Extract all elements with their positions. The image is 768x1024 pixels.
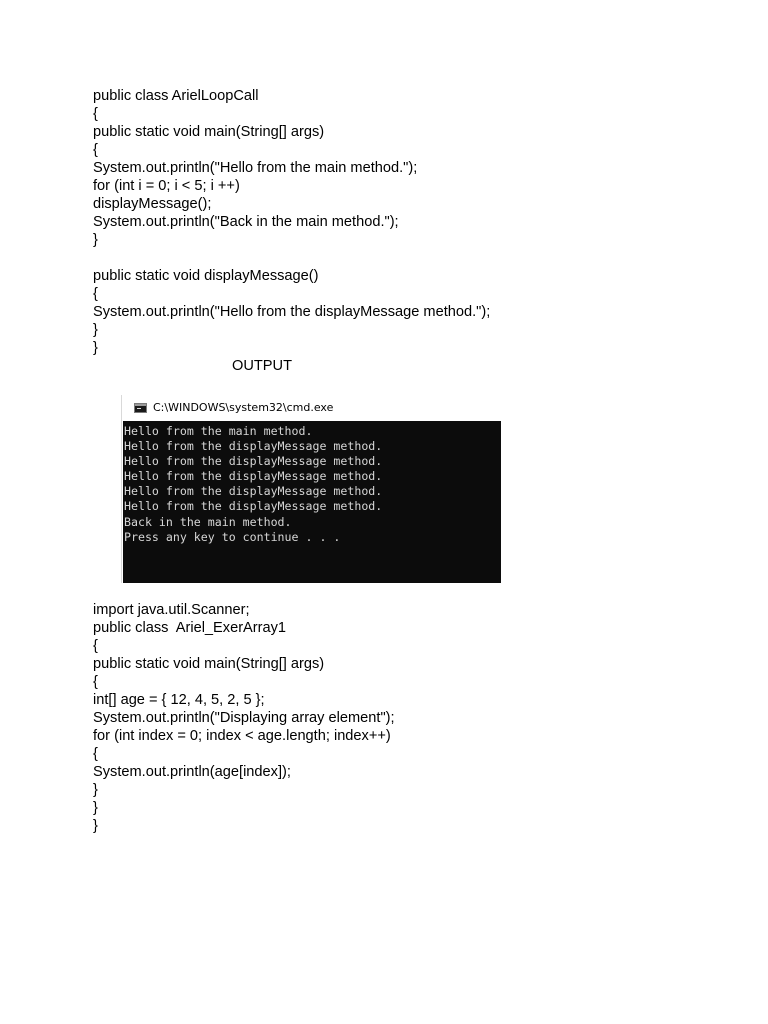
code-block-loop-call: [93, 87, 490, 357]
code-line: public class Ariel_ExerArray1: [93, 620, 287, 636]
console-line: Back in the main method.: [124, 514, 292, 529]
console-titlebar: [122, 395, 501, 421]
code-line: public class ArielLoopCall: [93, 88, 259, 104]
console-title: C:\WINDOWS\system32\cmd.exe: [153, 401, 334, 414]
code-line: {: [93, 638, 98, 654]
console-line: Hello from the displayMessage method.: [124, 454, 383, 469]
code-line: public static void main(String[] args): [93, 656, 325, 672]
code-line: System.out.println(age[index]);: [93, 764, 291, 780]
code-line: {: [93, 674, 98, 690]
console-output-area: [123, 421, 501, 583]
console-line: Hello from the displayMessage method.: [124, 499, 383, 514]
console-line: Hello from the displayMessage method.: [124, 469, 383, 484]
console-window-icon: [134, 403, 147, 413]
code-line: }: [93, 322, 98, 338]
code-line: }: [93, 340, 98, 356]
console-line: Hello from the displayMessage method.: [124, 439, 383, 454]
code-line: System.out.println("Hello from the displayMessage method.");: [93, 304, 491, 320]
console-line: Hello from the displayMessage method.: [124, 484, 383, 499]
code-line: System.out.println("Displaying array element");: [93, 710, 395, 726]
code-line: }: [93, 782, 98, 798]
code-line: }: [93, 818, 98, 834]
code-line: }: [93, 800, 98, 816]
code-line: {: [93, 142, 98, 158]
console-window-screenshot: [121, 395, 501, 583]
code-line: System.out.println("Back in the main method.");: [93, 214, 399, 230]
code-line: {: [93, 286, 98, 302]
code-line: import java.util.Scanner;: [93, 602, 250, 618]
code-line: for (int i = 0; i < 5; i ++): [93, 178, 240, 194]
code-line-blank: [93, 249, 490, 267]
output-heading: OUTPUT: [232, 358, 292, 374]
code-line: public static void displayMessage(): [93, 268, 319, 284]
code-line: public static void main(String[] args): [93, 124, 325, 140]
code-line: }: [93, 232, 98, 248]
code-line: {: [93, 106, 98, 122]
code-line: int[] age = { 12, 4, 5, 2, 5 };: [93, 692, 265, 708]
code-line: {: [93, 746, 98, 762]
console-line: Press any key to continue . . .: [124, 529, 341, 544]
code-line: displayMessage();: [93, 196, 212, 212]
code-line: System.out.println("Hello from the main method.");: [93, 160, 418, 176]
console-output-lines: [124, 424, 382, 545]
code-block-array: [93, 601, 395, 835]
code-line: for (int index = 0; index < age.length; index++): [93, 728, 391, 744]
console-line: Hello from the main method.: [124, 424, 313, 438]
